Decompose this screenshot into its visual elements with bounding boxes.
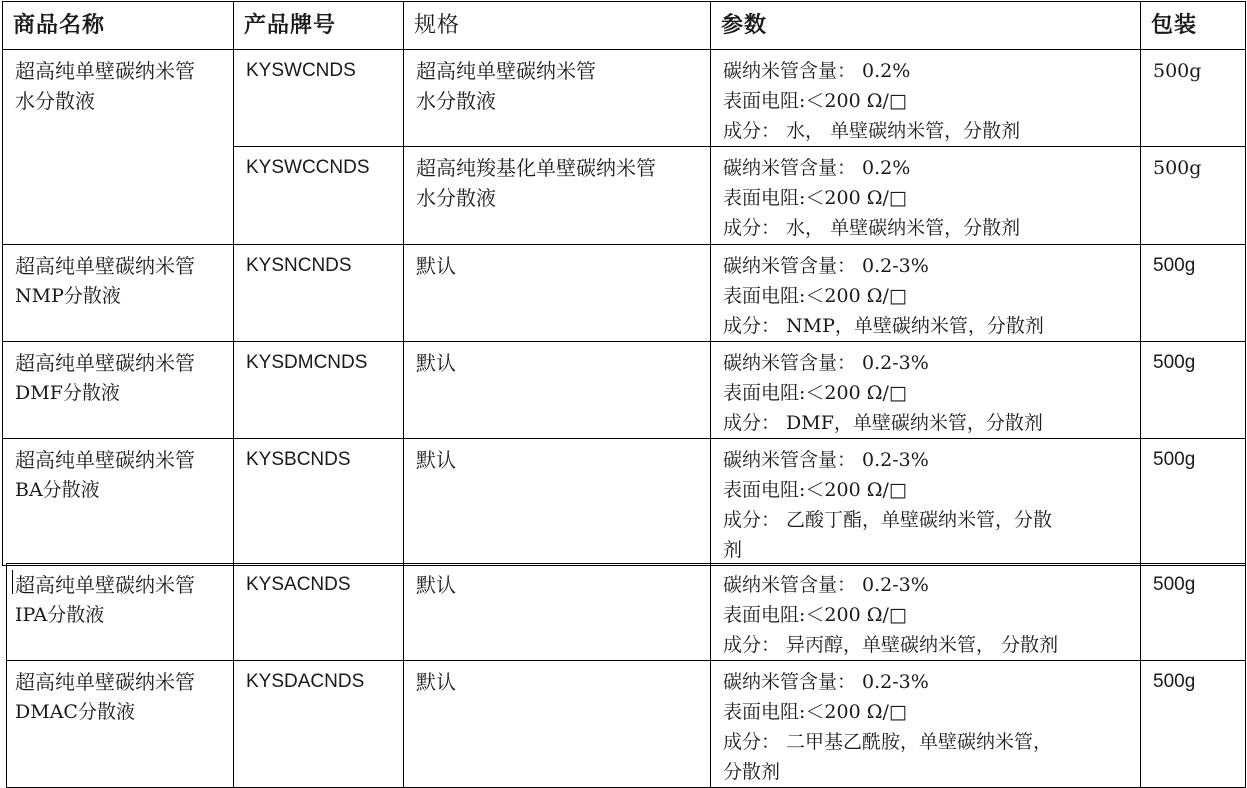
spec-cell: 默认 bbox=[404, 661, 711, 788]
product-table-continued bbox=[6, 563, 1246, 788]
product-code-cell: KYSWCCNDS bbox=[234, 147, 404, 245]
header-product-code: 产品牌号 bbox=[234, 2, 404, 50]
table-row bbox=[7, 661, 1246, 788]
product-code-cell: KYSNCNDS bbox=[234, 245, 404, 342]
packaging-cell: 500g bbox=[1141, 50, 1246, 147]
product-name-cell: 超高纯单壁碳纳米管 NMP分散液 bbox=[3, 245, 234, 342]
table-row bbox=[3, 245, 1246, 342]
product-code-cell: KYSDACNDS bbox=[234, 661, 404, 788]
packaging-cell: 500g bbox=[1141, 342, 1246, 439]
product-name-cell: 超高纯单壁碳纳米管 DMF分散液 bbox=[3, 342, 234, 439]
header-product-name: 商品名称 bbox=[3, 2, 234, 50]
params-cell: 碳纳米管含量： 0.2% 表面电阻:＜200 Ω/□ 成分： 水， 单壁碳纳米管，分散剂 bbox=[711, 147, 1141, 245]
params-cell: 碳纳米管含量： 0.2-3% 表面电阻:＜200 Ω/□ 成分： NMP，单壁碳纳米管，分散剂 bbox=[711, 245, 1141, 342]
product-name-cell: 超高纯单壁碳纳米管 水分散液 bbox=[3, 50, 234, 245]
packaging-cell: 500g bbox=[1141, 245, 1246, 342]
params-cell: 碳纳米管含量： 0.2-3% 表面电阻:＜200 Ω/□ 成分： 乙酸丁酯，单壁碳纳米管，分散 剂 bbox=[711, 439, 1141, 566]
spec-cell: 超高纯羧基化单壁碳纳米管 水分散液 bbox=[404, 147, 711, 245]
product-name-cell: 超高纯单壁碳纳米管 BA分散液 bbox=[3, 439, 234, 566]
text-cursor bbox=[12, 570, 13, 594]
spec-cell: 超高纯单壁碳纳米管 水分散液 bbox=[404, 50, 711, 147]
spec-cell: 默认 bbox=[404, 342, 711, 439]
packaging-cell: 500g bbox=[1141, 147, 1246, 245]
header-spec: 规格 bbox=[404, 2, 711, 50]
table-row bbox=[3, 342, 1246, 439]
params-cell: 碳纳米管含量： 0.2-3% 表面电阻:＜200 Ω/□ 成分： 二甲基乙酰胺，单壁碳纳米管， 分散剂 bbox=[711, 661, 1141, 788]
table-row bbox=[3, 50, 1246, 147]
header-packaging: 包装 bbox=[1141, 2, 1246, 50]
params-cell: 碳纳米管含量： 0.2% 表面电阻:＜200 Ω/□ 成分： 水， 单壁碳纳米管，分散剂 bbox=[711, 50, 1141, 147]
header-params: 参数 bbox=[711, 2, 1141, 50]
product-table-main bbox=[2, 1, 1246, 566]
header-row bbox=[3, 2, 1246, 50]
spec-cell: 默认 bbox=[404, 245, 711, 342]
packaging-cell: 500g bbox=[1141, 661, 1246, 788]
product-code-cell: KYSDMCNDS bbox=[234, 342, 404, 439]
packaging-cell: 500g bbox=[1141, 439, 1246, 566]
product-code-cell: KYSACNDS bbox=[234, 564, 404, 661]
table-row bbox=[3, 439, 1246, 566]
product-name-cell: 超高纯单壁碳纳米管 DMAC分散液 bbox=[7, 661, 234, 788]
product-code-cell: KYSBCNDS bbox=[234, 439, 404, 566]
packaging-cell: 500g bbox=[1141, 564, 1246, 661]
product-code-cell: KYSWCNDS bbox=[234, 50, 404, 147]
spec-cell: 默认 bbox=[404, 564, 711, 661]
params-cell: 碳纳米管含量： 0.2-3% 表面电阻:＜200 Ω/□ 成分： 异丙醇，单壁碳纳米管， 分散剂 bbox=[711, 564, 1141, 661]
product-name-cell: 超高纯单壁碳纳米管 IPA分散液 bbox=[7, 564, 234, 661]
table-row bbox=[7, 564, 1246, 661]
spec-cell: 默认 bbox=[404, 439, 711, 566]
params-cell: 碳纳米管含量： 0.2-3% 表面电阻:＜200 Ω/□ 成分： DMF，单壁碳纳米管，分散剂 bbox=[711, 342, 1141, 439]
